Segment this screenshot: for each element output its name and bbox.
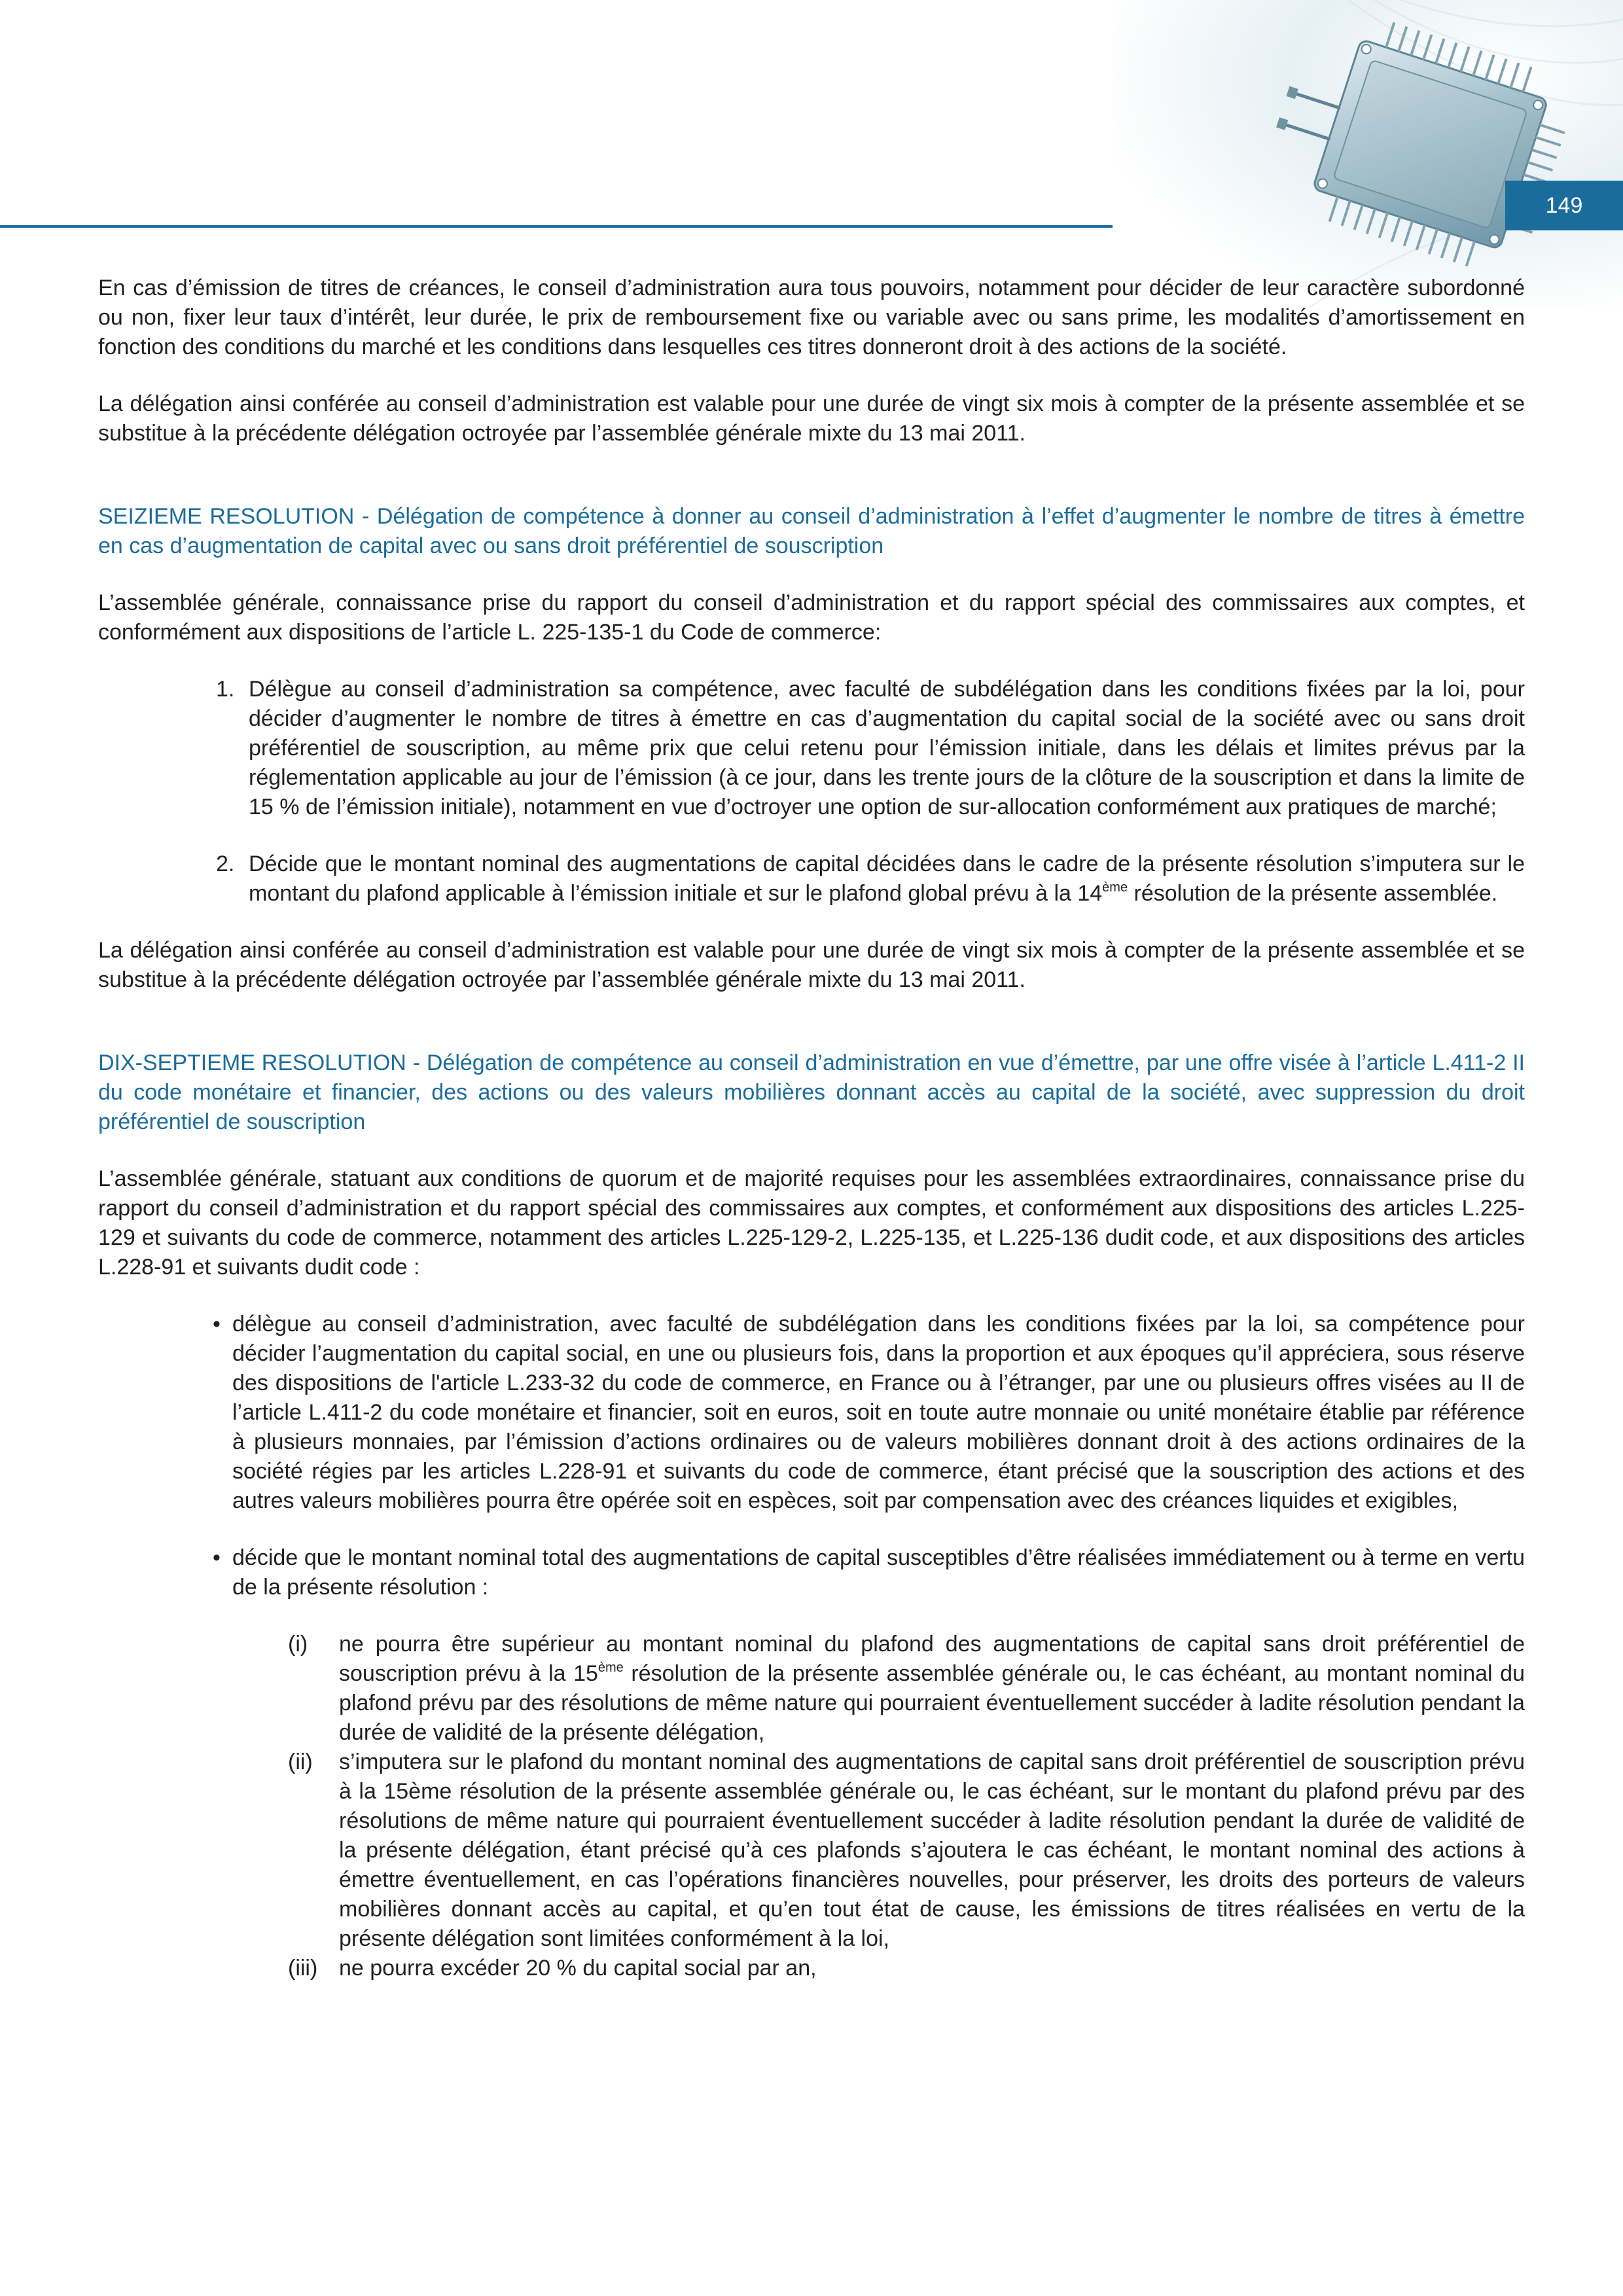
resolution-17-subitem-iii	[288, 1954, 1525, 1983]
bullet-text: délègue au conseil d’administration, avec faculté de subdélégation dans les conditions fixées par la loi, sa compétence pour décider l’augmentation du capital social, en une ou plusieurs fois, dans la proportion et aux époques qu’il appréciera, sous réserve des dispositions de l'article L.233-32 du code de commerce, en France ou à l’étranger, par une ou plusieurs offres visées au II de l’article L.411-2 du code monétaire et financier, soit en euros, soit en toute autre monnaie ou unité monétaire établie par référence à plusieurs monnaies, par l’émission d’actions ordinaires ou de valeurs mobilières donnant droit à des actions ordinaires de la société régies par les articles L.228-91 et suivants du code de commerce, étant précisé que la souscription des actions et des autres valeurs mobilières pourra être opérée soit en espèces, soit par compensation avec des créances liquides et exigibles,	[232, 1312, 1525, 1513]
page-number: 149	[1545, 193, 1583, 218]
paragraph-debt-securities: En cas d’émission de titres de créances, le conseil d’administration aura tous pouvoirs, notamment pour décider de leur caractère subordonné ou non, fixer leur taux d’intérêt, leur durée, le prix de remboursement fixe ou variable avec ou sans prime, les modalités d’amortissement en fonction des conditions du marché et les conditions dans lesquelles ces titres donneront droit à des actions de la société.	[98, 276, 1525, 359]
resolution-17-subitem-ii	[288, 1748, 1525, 1954]
superscript: ème	[597, 1660, 624, 1675]
bullet-text: décide que le montant nominal total des augmentations de capital susceptibles d’être réalisées immédiatement ou à terme en vertu de la présente résolution :	[232, 1545, 1525, 1600]
superscript: ème	[1102, 880, 1128, 895]
resolution-17-bullet-2	[213, 1543, 1525, 1602]
header-rule	[0, 225, 1113, 228]
resolution-16-item-2	[216, 850, 1525, 908]
subitem-number: (i)	[288, 1632, 308, 1657]
item-text: Délègue au conseil d’administration sa compétence, avec faculté de subdélégation dans les conditions fixées par la loi, pour décider d’augmenter le nombre de titres à émettre en cas d’augmentation du capital social de la société avec ou sans droit préférentiel de souscription, au même prix que celui retenu pour l’émission initiale, dans les délais et limites prévus par la réglementation applicable au jour de l’émission (à ce jour, dans les trente jours de la clôture de la souscription et dans la limite de 15 % de l’émission initiale), notamment en vue d’octroyer une option de sur-allocation conformément aux pratiques de marché;	[249, 677, 1525, 819]
resolution-17-heading: DIX-SEPTIEME RESOLUTION - Délégation de compétence au conseil d’administration en vue d’émettre, par une offre visée à l’article L.411-2 II du code monétaire et financier, des actions ou des valeurs mobilières donnant accès au capital de la société, avec suppression du droit préférentiel de souscription	[98, 1050, 1525, 1134]
subitem-text: ne pourra être supérieur au montant nominal du plafond des augmentations de capital sans droit préférentiel de souscription prévu à la 15ème résolution de la présente assemblée générale ou, le cas échéant, au montant nominal du plafond prévu par des résolutions de même nature qui pourraient éventuellement succéder à ladite résolution pendant la durée de validité de la présente délégation,	[339, 1632, 1525, 1745]
subitem-text: ne pourra excéder 20 % du capital social par an,	[339, 1956, 817, 1981]
paragraph-delegation-validity-1: La délégation ainsi conférée au conseil d’administration est valable pour une durée de vingt six mois à compter de la présente assemblée et se substitue à la précédente délégation octroyée par l’assemblée générale mixte du 13 mai 2011.	[98, 391, 1525, 446]
item-text: Décide que le montant nominal des augmentations de capital décidées dans le cadre de la présente résolution s’imputera sur le montant du plafond applicable à l’émission initiale et sur le plafond global prévu à la 14ème résolution de la présente assemblée.	[249, 852, 1525, 906]
item-number: 1.	[216, 677, 235, 702]
header-module-illustration	[1113, 0, 1623, 308]
resolution-16-item-1	[216, 675, 1525, 822]
resolution-17-bullet-1	[213, 1310, 1525, 1516]
paragraph-resolution-16-intro: L’assemblée générale, connaissance prise du rapport du conseil d’administration et du rapport spécial des commissaires aux comptes, et conformément aux dispositions de l’article L. 225-135-1 du Code de commerce:	[98, 590, 1525, 645]
subitem-number: (ii)	[288, 1749, 313, 1774]
subitem-text: s’imputera sur le plafond du montant nominal des augmentations de capital sans droit préférentiel de souscription prévu à la 15ème résolution de la présente assemblée générale ou, le cas échéant, sur le montant du plafond prévu par des résolutions de même nature qui pourraient éventuellement succéder à ladite résolution pendant la durée de validité de la présente délégation, étant précisé qu’à ces plafonds s’ajoutera le cas échéant, le montant nominal des actions à émettre éventuellement, en cas l’opérations financières nouvelles, pour préserver, les droits des porteurs de valeurs mobilières donnant accès au capital, et qu’en tout état de cause, les émissions de titres réalisées en vertu de la présente délégation sont limitées conformément à la loi,	[339, 1749, 1525, 1951]
resolution-17-subitem-i	[288, 1630, 1525, 1748]
bullet-marker: •	[213, 1312, 221, 1336]
subitem-number: (iii)	[288, 1956, 318, 1981]
item-number: 2.	[216, 852, 235, 876]
bullet-marker: •	[213, 1545, 221, 1570]
document-body	[98, 274, 1525, 1983]
paragraph-resolution-17-intro: L’assemblée générale, statuant aux conditions de quorum et de majorité requises pour les assemblées extraordinaires, connaissance prise du rapport du conseil d’administration et du rapport spécial des commissaires aux comptes, et conformément aux dispositions des articles L.225-129 et suivants du code de commerce, notamment des articles L.225-129-2, L.225-135, et L.225-136 dudit code, et aux dispositions des articles L.228-91 et suivants dudit code :	[98, 1166, 1525, 1280]
paragraph-delegation-validity-2: La délégation ainsi conférée au conseil d’administration est valable pour une durée de vingt six mois à compter de la présente assemblée et se substitue à la précédente délégation octroyée par l’assemblée générale mixte du 13 mai 2011.	[98, 938, 1525, 992]
resolution-16-heading: SEIZIEME RESOLUTION - Délégation de compétence à donner au conseil d’administration à l’effet d’augmenter le nombre de titres à émettre en cas d’augmentation de capital avec ou sans droit préférentiel de souscription	[98, 504, 1525, 558]
